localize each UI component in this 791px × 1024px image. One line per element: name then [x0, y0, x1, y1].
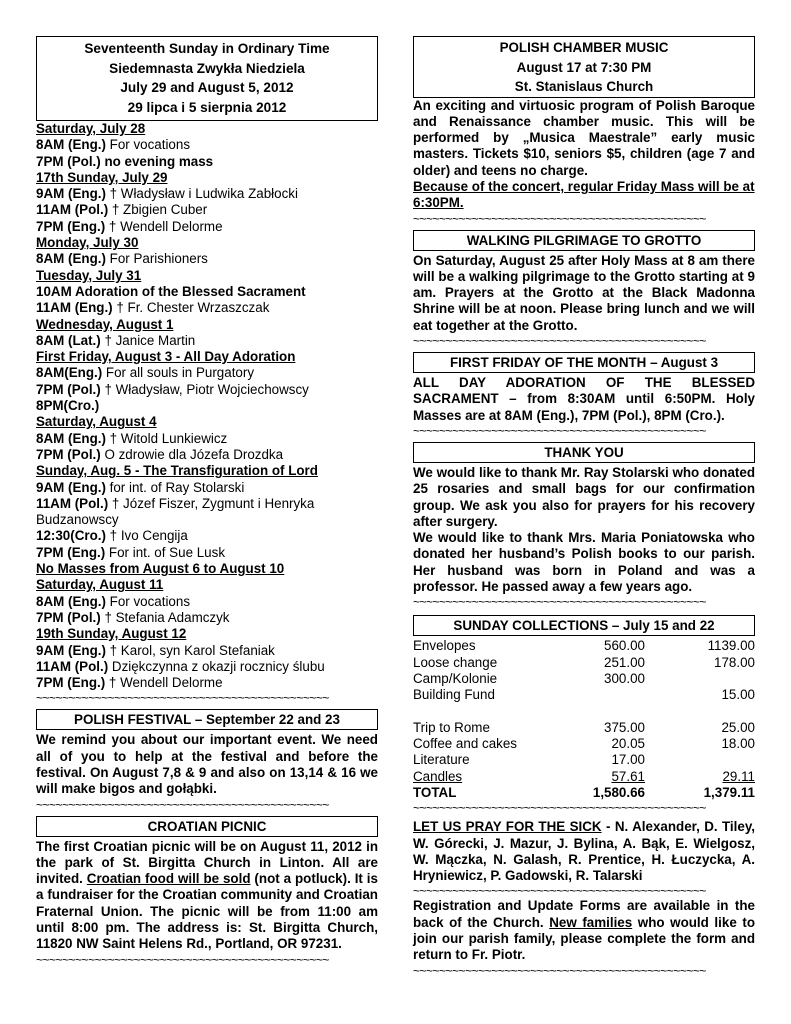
- mass-time: 12:30(Cro.): [36, 528, 106, 544]
- mass-intention: For vocations: [105, 593, 191, 609]
- collections-date: – July 15 and 22: [608, 618, 715, 634]
- total-label: TOTAL: [413, 785, 457, 800]
- collection-label: Building Fund: [413, 687, 495, 703]
- thank-you-title: THANK YOU: [544, 444, 624, 460]
- collection-amount: 251.00: [604, 654, 645, 670]
- chamber-music-header: [413, 36, 755, 98]
- schedule-day-heading: 17th Sunday, July 29: [36, 169, 168, 185]
- first-friday-header: [413, 352, 755, 373]
- polish-festival-title: POLISH FESTIVAL: [74, 712, 192, 728]
- left-column: [36, 36, 378, 967]
- pray-names: - N. Alexander, D. Tiley, W. Górecki, J. Mazur, J. Bylina, A. Bąk, E. Wielgosz, W. Mączka, N. Galash, R. Prentice, H. Łuczycka, A. Hryniewicz, P. Gadowski, R. Talarski: [413, 819, 755, 884]
- picnic-food-note: Croatian food will be sold: [86, 871, 251, 887]
- schedule-day-heading: Saturday, August 11: [36, 577, 164, 593]
- mass-intention: † Wendell Delorme: [105, 218, 223, 234]
- collection-amount: 18.00: [721, 736, 755, 752]
- schedule-entry: [36, 333, 378, 349]
- mass-time: 9AM (Eng.): [36, 479, 106, 495]
- mass-intention: O zdrowie dla Józefa Drozdka: [100, 446, 284, 462]
- polish-festival-date: – September 22 and 23: [191, 712, 340, 728]
- mass-intention: For all souls in Purgatory: [102, 365, 255, 381]
- croatian-picnic-body: [36, 839, 378, 953]
- collection-row: [413, 671, 755, 687]
- header-line: Seventeenth Sunday in Ordinary Time: [84, 41, 330, 56]
- schedule-entry: [36, 365, 378, 381]
- new-families-label: New families: [549, 914, 633, 930]
- collection-label: Camp/Kolonie: [413, 670, 498, 686]
- mass-time: 11AM (Pol.): [36, 658, 109, 674]
- schedule-entry: [36, 610, 378, 626]
- schedule-entry: Budzanowscy: [36, 512, 119, 528]
- mass-intention: † Zbigien Cuber: [108, 202, 208, 218]
- schedule-day-heading: Tuesday, July 31: [36, 267, 142, 283]
- collection-amount: 1139.00: [707, 638, 755, 654]
- mass-intention: † Wendell Delorme: [105, 675, 223, 691]
- schedule-day-heading: No Masses from August 6 to August 10: [36, 561, 285, 577]
- schedule-entry: 8PM(Cro.): [36, 398, 100, 414]
- mass-time: 7PM (Eng.): [36, 218, 106, 234]
- mass-time: 8AM (Eng.): [36, 593, 106, 609]
- mass-time: 8AM (Eng.): [36, 251, 106, 267]
- schedule-day-heading: Saturday, August 4: [36, 414, 157, 430]
- collection-label: Trip to Rome: [413, 719, 490, 735]
- mass-time: 7PM (Eng.): [36, 544, 106, 560]
- total-amount: 1,379.11: [703, 785, 755, 800]
- pilgrimage-header: [413, 230, 755, 251]
- divider: ~~~~~~~~~~~~~~~~~~~~~~~~~~~~~~~~~~~~~~~~~~~~~: [36, 797, 329, 812]
- registration-text: who would like to join our parish family, please complete the form and return to Fr. Piotr.: [413, 914, 755, 963]
- thank-you-body-2: We would like to thank Mrs. Maria Poniatowska who donated her husband’s Polish books to our parish. Her husband was born in Poland and was a professor. He passed away a few years ago.: [413, 530, 755, 595]
- schedule-entry: [36, 594, 378, 610]
- mass-time: 11AM (Pol.): [36, 495, 109, 511]
- divider: ~~~~~~~~~~~~~~~~~~~~~~~~~~~~~~~~~~~~~~~~~~~~~: [413, 211, 706, 226]
- first-friday-date: – August 3: [646, 355, 719, 371]
- registration-text: Registration and Update Forms are available in the back of the Church.: [413, 898, 755, 930]
- collection-amount: 15.00: [721, 687, 755, 703]
- collection-label: Loose change: [413, 654, 498, 670]
- chamber-music-place: St. Stanislaus Church: [514, 79, 654, 94]
- collection-amount: 20.05: [611, 736, 645, 752]
- bulletin-header: [36, 36, 378, 121]
- collection-label: Candles: [413, 768, 463, 784]
- collection-row: [413, 687, 755, 703]
- schedule-entry: 7PM (Pol.) no evening mass: [36, 153, 214, 169]
- schedule-day-heading: Wednesday, August 1: [36, 316, 174, 332]
- mass-time: 11AM (Pol.): [36, 202, 109, 218]
- chamber-music-body: An exciting and virtuosic program of Polish Baroque and Renaissance chamber music. This will be performed by „Musica Maestrale” early music masters. Tickets $10, seniors $5, children (age 7 and older) and teens no charge.: [413, 97, 755, 178]
- schedule-entry: [36, 447, 378, 463]
- collections-header: [413, 615, 755, 636]
- collections-table: [413, 638, 755, 801]
- collection-amount: 560.00: [604, 638, 645, 654]
- collection-row: [413, 638, 755, 654]
- mass-time: 8AM (Eng.): [36, 137, 106, 153]
- header-line: Siedemnasta Zwykła Niedziela: [109, 60, 305, 76]
- schedule-day-heading: First Friday, August 3 - All Day Adoration: [36, 349, 296, 365]
- schedule-entry: [36, 382, 378, 398]
- thank-you-body-1: We would like to thank Mr. Ray Stolarski who donated 25 rosaries and small bags for our confirmation group. We ask you also for prayers for his recovery after surgery.: [413, 464, 756, 529]
- divider: ~~~~~~~~~~~~~~~~~~~~~~~~~~~~~~~~~~~~~~~~~~~~~: [36, 952, 329, 967]
- divider: ~~~~~~~~~~~~~~~~~~~~~~~~~~~~~~~~~~~~~~~~~~~~~: [413, 595, 706, 610]
- mass-intention: † Fr. Chester Wrzaszczak: [112, 300, 270, 316]
- mass-time: 8AM (Eng.): [36, 430, 106, 446]
- mass-time: 7PM (Eng.): [36, 675, 106, 691]
- chamber-music-date: August 17 at 7:30 PM: [516, 59, 652, 75]
- mass-intention: † Stefania Adamczyk: [100, 609, 230, 625]
- mass-schedule: [36, 121, 378, 691]
- mass-intention: † Władysław i Ludwika Zabłocki: [105, 186, 298, 202]
- mass-time: 7PM (Pol.): [36, 381, 101, 397]
- mass-intention: † Janice Martin: [100, 332, 196, 348]
- first-friday-title: FIRST FRIDAY OF THE MONTH: [449, 355, 647, 371]
- divider: ~~~~~~~~~~~~~~~~~~~~~~~~~~~~~~~~~~~~~~~~~~~~~: [413, 334, 706, 349]
- mass-intention: † Ivo Cengija: [105, 528, 188, 544]
- chamber-music-note: Because of the concert, regular Friday Mass will be at 6:30PM.: [413, 178, 755, 211]
- mass-intention: † Karol, syn Karol Stefaniak: [105, 642, 275, 658]
- collection-label: Coffee and cakes: [413, 736, 517, 752]
- chamber-music-title: POLISH CHAMBER MUSIC: [499, 40, 669, 55]
- mass-time: 11AM (Eng.): [36, 300, 113, 316]
- collection-amount: 300.00: [604, 670, 645, 686]
- schedule-entry: [36, 643, 378, 659]
- schedule-entry: [36, 300, 378, 316]
- croatian-picnic-header: [36, 816, 378, 837]
- mass-time: 7PM (Pol.): [36, 446, 101, 462]
- pilgrimage-body: On Saturday, August 25 after Holy Mass at 8 am there will be a walking pilgrimage to the Grotto starting at 9 am. Prayers at the Grotto at the Black Madonna Shrine will be at noon. Please bring lunch and we will eat together at the Grotto.: [413, 252, 755, 333]
- right-column: [413, 36, 755, 978]
- mass-time: 9AM (Eng.): [36, 642, 106, 658]
- collection-row: [413, 736, 755, 752]
- mass-time: 7PM (Pol.): [36, 609, 101, 625]
- thank-you-header: [413, 442, 755, 463]
- mass-intention: For vocations: [105, 137, 191, 153]
- divider: ~~~~~~~~~~~~~~~~~~~~~~~~~~~~~~~~~~~~~~~~~~~~~: [413, 801, 706, 816]
- collection-row: [413, 752, 755, 768]
- mass-intention: † Józef Fiszer, Zygmunt i Henryka: [108, 495, 315, 511]
- picnic-text: (not a potluck). It is a fundraiser for the Croatian community and Croatian Fraternal Union. The picnic will be from 11:00 am until 8:00 pm. The address is: St. Birgitta Church, 11820 NW Saint Helens Rd., Portland, OR 97231.: [36, 871, 378, 952]
- schedule-entry: [36, 137, 378, 153]
- collection-label: Literature: [413, 752, 470, 768]
- header-line: 29 lipca i 5 sierpnia 2012: [127, 99, 287, 115]
- mass-time: 9AM (Eng.): [36, 186, 106, 202]
- registration-body: [413, 898, 755, 963]
- schedule-entry: [36, 251, 378, 267]
- schedule-entry: [36, 480, 378, 496]
- schedule-entry: [36, 431, 378, 447]
- schedule-entry: 10AM Adoration of the Blessed Sacrament: [36, 283, 306, 299]
- schedule-day-heading: Monday, July 30: [36, 235, 139, 251]
- schedule-day-heading: Sunday, Aug. 5 - The Transfiguration of Lord: [36, 463, 318, 479]
- mass-intention: For Parishioners: [105, 251, 208, 267]
- collection-row: [413, 720, 755, 736]
- collection-amount: 178.00: [714, 654, 755, 670]
- picnic-text: The first Croatian picnic will be on August 11, 2012 in the park of St. Birgitta Church in Linton. All are invited.: [36, 838, 378, 887]
- collection-amount: 25.00: [721, 719, 755, 735]
- collection-row: [413, 655, 755, 671]
- collection-row: [413, 769, 755, 785]
- mass-intention: † Witold Lunkiewicz: [105, 430, 228, 446]
- mass-intention: for int. of Ray Stolarski: [105, 479, 245, 495]
- mass-intention: Dziękczynna z okazji rocznicy ślubu: [108, 658, 325, 674]
- divider: ~~~~~~~~~~~~~~~~~~~~~~~~~~~~~~~~~~~~~~~~~~~~~: [413, 963, 706, 978]
- collection-amount: 29.11: [722, 768, 755, 784]
- collection-amount: 57.61: [611, 768, 645, 784]
- polish-festival-body: We remind you about our important event. We need all of you to help at the festival and before the festival. On August 7,8 & 9 and also on 13,14 & 16 we will make bigos and gołąbki.: [36, 732, 378, 797]
- schedule-entry: [36, 496, 378, 512]
- schedule-entry: [36, 675, 378, 691]
- mass-time: 8AM(Eng.): [36, 365, 103, 381]
- schedule-entry: [36, 202, 378, 218]
- mass-time: 8AM (Lat.): [36, 332, 101, 348]
- collection-amount: 17.00: [611, 752, 645, 768]
- collection-row: [413, 704, 755, 720]
- mass-intention: For int. of Sue Lusk: [105, 544, 226, 560]
- collection-total-row: [413, 785, 755, 801]
- collections-title: SUNDAY COLLECTIONS: [453, 618, 609, 634]
- pilgrimage-title: WALKING PILGRIMAGE TO GROTTO: [466, 232, 702, 248]
- collection-amount: 375.00: [604, 719, 645, 735]
- divider: ~~~~~~~~~~~~~~~~~~~~~~~~~~~~~~~~~~~~~~~~~~~~~: [36, 691, 329, 706]
- divider: ~~~~~~~~~~~~~~~~~~~~~~~~~~~~~~~~~~~~~~~~~~~~~: [413, 884, 706, 899]
- croatian-picnic-title: CROATIAN PICNIC: [147, 818, 267, 834]
- schedule-entry: [36, 545, 378, 561]
- schedule-day-heading: Saturday, July 28: [36, 121, 146, 136]
- header-line: July 29 and August 5, 2012: [120, 80, 294, 95]
- pray-title: LET US PRAY FOR THE SICK: [413, 819, 602, 835]
- first-friday-body: ALL DAY ADORATION OF THE BLESSED SACRAMENT – from 8:30AM until 6:50PM. Holy Masses are at 8AM (Eng.), 7PM (Pol.), 8PM (Cro.).: [413, 375, 755, 423]
- schedule-entry: [36, 528, 378, 544]
- schedule-entry: [36, 659, 378, 675]
- divider: ~~~~~~~~~~~~~~~~~~~~~~~~~~~~~~~~~~~~~~~~~~~~~: [413, 423, 706, 438]
- total-amount: 1,580.66: [592, 785, 645, 800]
- schedule-entry: [36, 219, 378, 235]
- mass-intention: † Władysław, Piotr Wojciechowscy: [100, 381, 309, 397]
- schedule-entry: [36, 186, 378, 202]
- polish-festival-header: [36, 709, 378, 730]
- pray-for-sick: [413, 819, 755, 884]
- collection-label: Envelopes: [413, 638, 476, 654]
- schedule-day-heading: 19th Sunday, August 12: [36, 626, 187, 642]
